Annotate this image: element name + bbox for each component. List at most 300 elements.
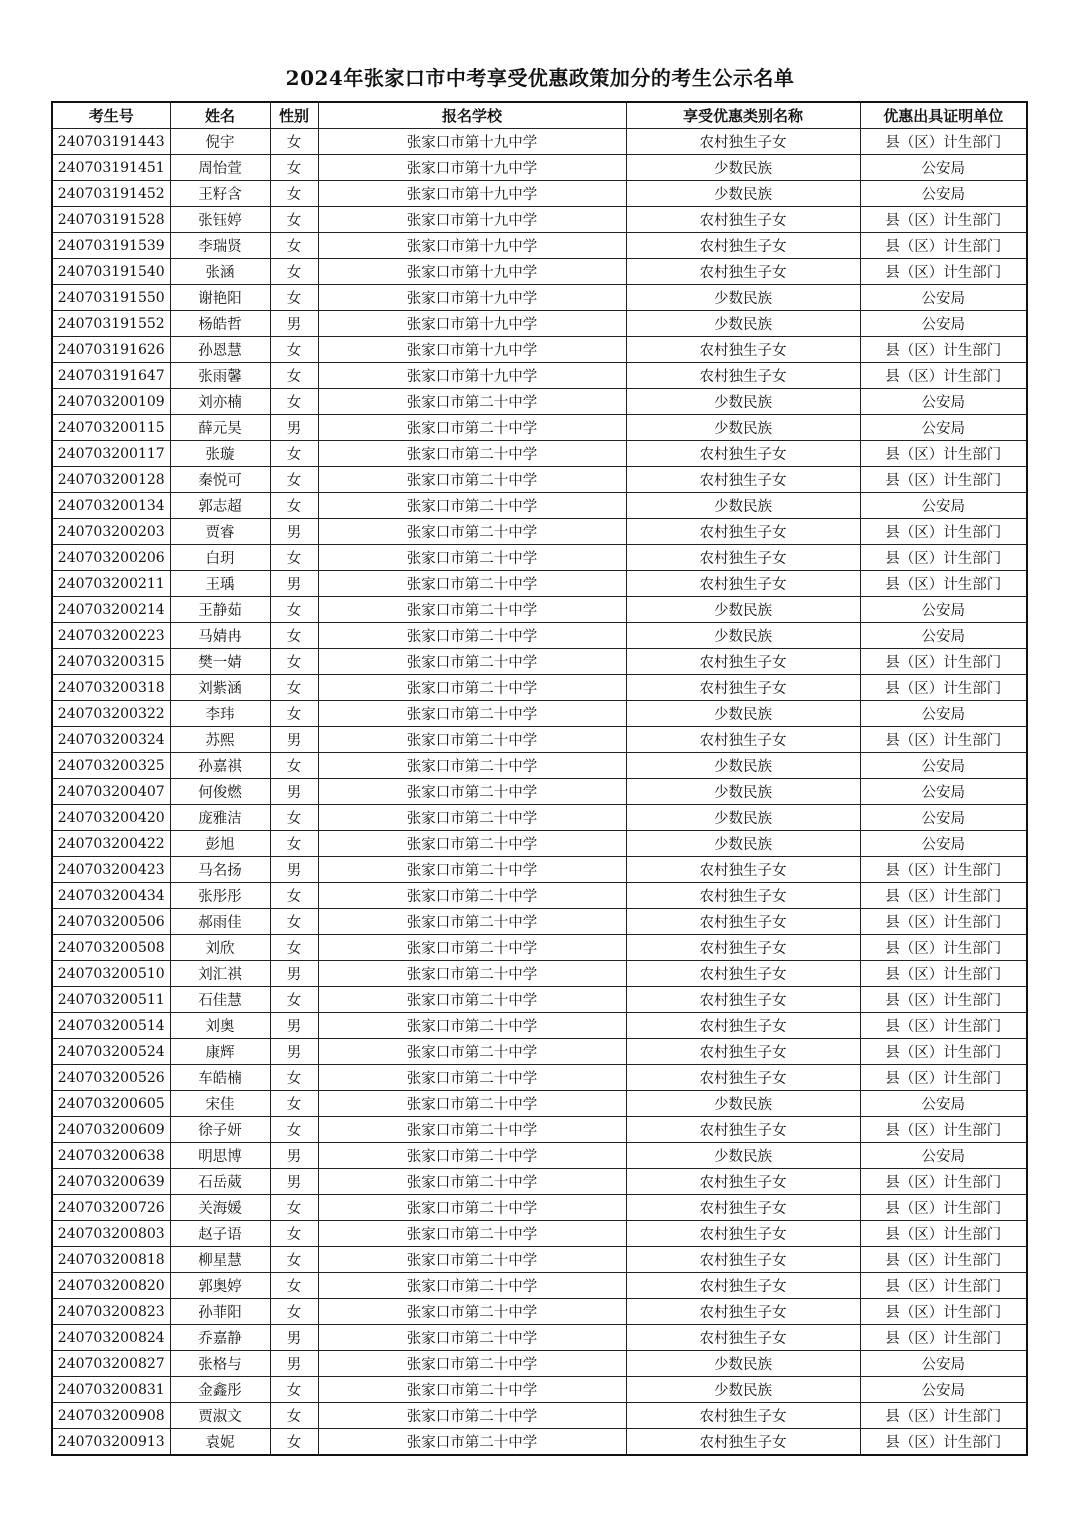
school-cell: 张家口市第二十中学: [318, 831, 626, 857]
bonus-category-cell: 少数民族: [626, 623, 860, 649]
candidate-table: [51, 101, 1028, 1456]
school-cell: 张家口市第二十中学: [318, 1273, 626, 1299]
gender-cell: 女: [270, 129, 318, 155]
gender-cell: 女: [270, 441, 318, 467]
table-row: [52, 493, 1027, 519]
table-row: [52, 181, 1027, 207]
school-cell: 张家口市第十九中学: [318, 337, 626, 363]
name-cell: 金鑫彤: [170, 1377, 270, 1403]
school-cell: 张家口市第十九中学: [318, 363, 626, 389]
school-cell: 张家口市第二十中学: [318, 935, 626, 961]
name-cell: 张彤彤: [170, 883, 270, 909]
header-exam-number: 考生号: [52, 102, 170, 129]
table-row: [52, 259, 1027, 285]
name-cell: 乔嘉静: [170, 1325, 270, 1351]
name-cell: 明思博: [170, 1143, 270, 1169]
bonus-category-cell: 少数民族: [626, 805, 860, 831]
table-row: [52, 441, 1027, 467]
bonus-category-cell: 农村独生子女: [626, 259, 860, 285]
name-cell: 张涵: [170, 259, 270, 285]
table-row: [52, 649, 1027, 675]
table-row: [52, 623, 1027, 649]
school-cell: 张家口市第二十中学: [318, 389, 626, 415]
name-cell: 周怡萱: [170, 155, 270, 181]
bonus-category-cell: 农村独生子女: [626, 883, 860, 909]
certifying-unit-cell: 县（区）计生部门: [860, 1325, 1027, 1351]
name-cell: 孙菲阳: [170, 1299, 270, 1325]
gender-cell: 女: [270, 1403, 318, 1429]
certifying-unit-cell: 县（区）计生部门: [860, 337, 1027, 363]
exam-number-cell: 240703191528: [52, 207, 170, 233]
table-row: [52, 1143, 1027, 1169]
bonus-category-cell: 农村独生子女: [626, 441, 860, 467]
name-cell: 张雨馨: [170, 363, 270, 389]
bonus-category-cell: 农村独生子女: [626, 337, 860, 363]
bonus-category-cell: 少数民族: [626, 285, 860, 311]
bonus-category-cell: 农村独生子女: [626, 519, 860, 545]
table-row: [52, 883, 1027, 909]
school-cell: 张家口市第二十中学: [318, 779, 626, 805]
bonus-category-cell: 少数民族: [626, 701, 860, 727]
gender-cell: 女: [270, 181, 318, 207]
school-cell: 张家口市第二十中学: [318, 649, 626, 675]
header-bonus-category: 享受优惠类别名称: [626, 102, 860, 129]
bonus-category-cell: 农村独生子女: [626, 233, 860, 259]
table-row: [52, 519, 1027, 545]
gender-cell: 女: [270, 1195, 318, 1221]
school-cell: 张家口市第二十中学: [318, 1429, 626, 1456]
exam-number-cell: 240703200506: [52, 909, 170, 935]
school-cell: 张家口市第二十中学: [318, 1117, 626, 1143]
exam-number-cell: 240703200325: [52, 753, 170, 779]
gender-cell: 男: [270, 779, 318, 805]
certifying-unit-cell: 县（区）计生部门: [860, 961, 1027, 987]
table-row: [52, 1429, 1027, 1456]
name-cell: 倪宇: [170, 129, 270, 155]
bonus-category-cell: 少数民族: [626, 597, 860, 623]
name-cell: 李玮: [170, 701, 270, 727]
gender-cell: 女: [270, 207, 318, 233]
bonus-category-cell: 农村独生子女: [626, 363, 860, 389]
school-cell: 张家口市第二十中学: [318, 1221, 626, 1247]
school-cell: 张家口市第二十中学: [318, 1013, 626, 1039]
name-cell: 刘汇祺: [170, 961, 270, 987]
name-cell: 宋佳: [170, 1091, 270, 1117]
table-row: [52, 831, 1027, 857]
exam-number-cell: 240703200609: [52, 1117, 170, 1143]
name-cell: 张钰婷: [170, 207, 270, 233]
certifying-unit-cell: 公安局: [860, 1351, 1027, 1377]
bonus-category-cell: 少数民族: [626, 155, 860, 181]
table-row: [52, 701, 1027, 727]
table-row: [52, 597, 1027, 623]
bonus-category-cell: 农村独生子女: [626, 571, 860, 597]
school-cell: 张家口市第十九中学: [318, 285, 626, 311]
bonus-category-cell: 少数民族: [626, 1351, 860, 1377]
school-cell: 张家口市第二十中学: [318, 623, 626, 649]
name-cell: 贾睿: [170, 519, 270, 545]
gender-cell: 女: [270, 285, 318, 311]
exam-number-cell: 240703200818: [52, 1247, 170, 1273]
certifying-unit-cell: 县（区）计生部门: [860, 1195, 1027, 1221]
certifying-unit-cell: 县（区）计生部门: [860, 363, 1027, 389]
name-cell: 王瑀: [170, 571, 270, 597]
table-row: [52, 935, 1027, 961]
exam-number-cell: 240703191647: [52, 363, 170, 389]
gender-cell: 女: [270, 467, 318, 493]
name-cell: 康辉: [170, 1039, 270, 1065]
certifying-unit-cell: 公安局: [860, 285, 1027, 311]
certifying-unit-cell: 县（区）计生部门: [860, 519, 1027, 545]
certifying-unit-cell: 县（区）计生部门: [860, 909, 1027, 935]
bonus-category-cell: 农村独生子女: [626, 1299, 860, 1325]
school-cell: 张家口市第二十中学: [318, 1299, 626, 1325]
exam-number-cell: 240703200434: [52, 883, 170, 909]
table-row: [52, 415, 1027, 441]
school-cell: 张家口市第二十中学: [318, 909, 626, 935]
bonus-category-cell: 农村独生子女: [626, 1403, 860, 1429]
gender-cell: 男: [270, 1169, 318, 1195]
exam-number-cell: 240703200115: [52, 415, 170, 441]
name-cell: 袁妮: [170, 1429, 270, 1456]
gender-cell: 男: [270, 1143, 318, 1169]
bonus-category-cell: 农村独生子女: [626, 987, 860, 1013]
gender-cell: 女: [270, 545, 318, 571]
bonus-category-cell: 少数民族: [626, 415, 860, 441]
name-cell: 张璇: [170, 441, 270, 467]
gender-cell: 女: [270, 1117, 318, 1143]
gender-cell: 男: [270, 571, 318, 597]
name-cell: 孙嘉祺: [170, 753, 270, 779]
bonus-category-cell: 农村独生子女: [626, 129, 860, 155]
name-cell: 赵子语: [170, 1221, 270, 1247]
certifying-unit-cell: 县（区）计生部门: [860, 987, 1027, 1013]
gender-cell: 女: [270, 363, 318, 389]
certifying-unit-cell: 县（区）计生部门: [860, 259, 1027, 285]
table-row: [52, 805, 1027, 831]
certifying-unit-cell: 县（区）计生部门: [860, 571, 1027, 597]
certifying-unit-cell: 县（区）计生部门: [860, 545, 1027, 571]
table-row: [52, 1039, 1027, 1065]
exam-number-cell: 240703200211: [52, 571, 170, 597]
exam-number-cell: 240703200407: [52, 779, 170, 805]
school-cell: 张家口市第二十中学: [318, 1091, 626, 1117]
certifying-unit-cell: 公安局: [860, 181, 1027, 207]
table-row: [52, 1247, 1027, 1273]
certifying-unit-cell: 公安局: [860, 753, 1027, 779]
table-row: [52, 1273, 1027, 1299]
certifying-unit-cell: 公安局: [860, 415, 1027, 441]
school-cell: 张家口市第二十中学: [318, 805, 626, 831]
certifying-unit-cell: 县（区）计生部门: [860, 1299, 1027, 1325]
gender-cell: 女: [270, 675, 318, 701]
table-row: [52, 1013, 1027, 1039]
table-row: [52, 337, 1027, 363]
school-cell: 张家口市第二十中学: [318, 701, 626, 727]
certifying-unit-cell: 县（区）计生部门: [860, 1039, 1027, 1065]
gender-cell: 女: [270, 1377, 318, 1403]
school-cell: 张家口市第十九中学: [318, 233, 626, 259]
gender-cell: 男: [270, 519, 318, 545]
school-cell: 张家口市第二十中学: [318, 1195, 626, 1221]
certifying-unit-cell: 公安局: [860, 493, 1027, 519]
school-cell: 张家口市第十九中学: [318, 155, 626, 181]
table-header-row: [52, 102, 1027, 129]
table-row: [52, 727, 1027, 753]
bonus-category-cell: 农村独生子女: [626, 1273, 860, 1299]
school-cell: 张家口市第十九中学: [318, 207, 626, 233]
name-cell: 李瑞贤: [170, 233, 270, 259]
exam-number-cell: 240703200128: [52, 467, 170, 493]
table-row: [52, 1195, 1027, 1221]
table-row: [52, 363, 1027, 389]
name-cell: 樊一婧: [170, 649, 270, 675]
certifying-unit-cell: 公安局: [860, 311, 1027, 337]
gender-cell: 女: [270, 805, 318, 831]
exam-number-cell: 240703200820: [52, 1273, 170, 1299]
name-cell: 白玥: [170, 545, 270, 571]
certifying-unit-cell: 县（区）计生部门: [860, 883, 1027, 909]
certifying-unit-cell: 县（区）计生部门: [860, 1403, 1027, 1429]
gender-cell: 女: [270, 1429, 318, 1456]
bonus-category-cell: 少数民族: [626, 1143, 860, 1169]
bonus-category-cell: 农村独生子女: [626, 1325, 860, 1351]
exam-number-cell: 240703200206: [52, 545, 170, 571]
certifying-unit-cell: 公安局: [860, 701, 1027, 727]
bonus-category-cell: 农村独生子女: [626, 1221, 860, 1247]
exam-number-cell: 240703200508: [52, 935, 170, 961]
header-certifying-unit: 优惠出具证明单位: [860, 102, 1027, 129]
table-row: [52, 857, 1027, 883]
name-cell: 王静茹: [170, 597, 270, 623]
school-cell: 张家口市第二十中学: [318, 467, 626, 493]
gender-cell: 男: [270, 1351, 318, 1377]
exam-number-cell: 240703200605: [52, 1091, 170, 1117]
certifying-unit-cell: 县（区）计生部门: [860, 1065, 1027, 1091]
school-cell: 张家口市第二十中学: [318, 1377, 626, 1403]
name-cell: 徐子妍: [170, 1117, 270, 1143]
bonus-category-cell: 农村独生子女: [626, 467, 860, 493]
exam-number-cell: 240703200324: [52, 727, 170, 753]
certifying-unit-cell: 县（区）计生部门: [860, 441, 1027, 467]
exam-number-cell: 240703200117: [52, 441, 170, 467]
gender-cell: 女: [270, 259, 318, 285]
exam-number-cell: 240703200638: [52, 1143, 170, 1169]
name-cell: 何俊燃: [170, 779, 270, 805]
exam-number-cell: 240703200726: [52, 1195, 170, 1221]
name-cell: 郭志超: [170, 493, 270, 519]
certifying-unit-cell: 县（区）计生部门: [860, 1247, 1027, 1273]
table-row: [52, 1299, 1027, 1325]
certifying-unit-cell: 县（区）计生部门: [860, 207, 1027, 233]
gender-cell: 女: [270, 493, 318, 519]
exam-number-cell: 240703191443: [52, 129, 170, 155]
table-row: [52, 1169, 1027, 1195]
table-row: [52, 207, 1027, 233]
gender-cell: 女: [270, 597, 318, 623]
bonus-category-cell: 农村独生子女: [626, 1429, 860, 1456]
name-cell: 王籽含: [170, 181, 270, 207]
table-row: [52, 1065, 1027, 1091]
header-school: 报名学校: [318, 102, 626, 129]
bonus-category-cell: 农村独生子女: [626, 961, 860, 987]
page-title: 2024年张家口市中考享受优惠政策加分的考生公示名单: [285, 66, 795, 90]
gender-cell: 男: [270, 727, 318, 753]
bonus-category-cell: 农村独生子女: [626, 1247, 860, 1273]
name-cell: 关海媛: [170, 1195, 270, 1221]
school-cell: 张家口市第十九中学: [318, 181, 626, 207]
school-cell: 张家口市第二十中学: [318, 987, 626, 1013]
certifying-unit-cell: 县（区）计生部门: [860, 467, 1027, 493]
exam-number-cell: 240703200639: [52, 1169, 170, 1195]
table-row: [52, 545, 1027, 571]
school-cell: 张家口市第二十中学: [318, 441, 626, 467]
name-cell: 石岳葳: [170, 1169, 270, 1195]
table-row: [52, 233, 1027, 259]
gender-cell: 女: [270, 1065, 318, 1091]
exam-number-cell: 240703200315: [52, 649, 170, 675]
table-row: [52, 1403, 1027, 1429]
exam-number-cell: 240703200318: [52, 675, 170, 701]
bonus-category-cell: 少数民族: [626, 753, 860, 779]
gender-cell: 女: [270, 701, 318, 727]
gender-cell: 女: [270, 337, 318, 363]
table-row: [52, 1351, 1027, 1377]
exam-number-cell: 240703200908: [52, 1403, 170, 1429]
exam-number-cell: 240703200524: [52, 1039, 170, 1065]
gender-cell: 男: [270, 1039, 318, 1065]
school-cell: 张家口市第二十中学: [318, 519, 626, 545]
certifying-unit-cell: 县（区）计生部门: [860, 1221, 1027, 1247]
bonus-category-cell: 农村独生子女: [626, 935, 860, 961]
table-row: [52, 1377, 1027, 1403]
name-cell: 马名扬: [170, 857, 270, 883]
exam-number-cell: 240703200423: [52, 857, 170, 883]
name-cell: 张格与: [170, 1351, 270, 1377]
bonus-category-cell: 少数民族: [626, 1377, 860, 1403]
gender-cell: 女: [270, 649, 318, 675]
name-cell: 庞雅洁: [170, 805, 270, 831]
header-gender: 性别: [270, 102, 318, 129]
table-row: [52, 1117, 1027, 1143]
table-row: [52, 1325, 1027, 1351]
exam-number-cell: 240703200824: [52, 1325, 170, 1351]
name-cell: 孙恩慧: [170, 337, 270, 363]
exam-number-cell: 240703200223: [52, 623, 170, 649]
certifying-unit-cell: 公安局: [860, 389, 1027, 415]
certifying-unit-cell: 公安局: [860, 1377, 1027, 1403]
school-cell: 张家口市第二十中学: [318, 1325, 626, 1351]
school-cell: 张家口市第二十中学: [318, 857, 626, 883]
exam-number-cell: 240703200510: [52, 961, 170, 987]
school-cell: 张家口市第二十中学: [318, 1039, 626, 1065]
exam-number-cell: 240703200203: [52, 519, 170, 545]
school-cell: 张家口市第二十中学: [318, 415, 626, 441]
school-cell: 张家口市第十九中学: [318, 129, 626, 155]
certifying-unit-cell: 公安局: [860, 155, 1027, 181]
exam-number-cell: 240703200526: [52, 1065, 170, 1091]
table-row: [52, 389, 1027, 415]
gender-cell: 女: [270, 883, 318, 909]
exam-number-cell: 240703191540: [52, 259, 170, 285]
name-cell: 郝雨佳: [170, 909, 270, 935]
name-cell: 刘欣: [170, 935, 270, 961]
gender-cell: 男: [270, 961, 318, 987]
gender-cell: 女: [270, 1247, 318, 1273]
certifying-unit-cell: 公安局: [860, 831, 1027, 857]
name-cell: 车皓楠: [170, 1065, 270, 1091]
school-cell: 张家口市第十九中学: [318, 311, 626, 337]
gender-cell: 女: [270, 623, 318, 649]
table-row: [52, 909, 1027, 935]
exam-number-cell: 240703200827: [52, 1351, 170, 1377]
school-cell: 张家口市第二十中学: [318, 753, 626, 779]
bonus-category-cell: 农村独生子女: [626, 1117, 860, 1143]
bonus-category-cell: 少数民族: [626, 779, 860, 805]
gender-cell: 女: [270, 831, 318, 857]
name-cell: 彭旭: [170, 831, 270, 857]
bonus-category-cell: 农村独生子女: [626, 1195, 860, 1221]
gender-cell: 女: [270, 1299, 318, 1325]
exam-number-cell: 240703191552: [52, 311, 170, 337]
exam-number-cell: 240703200422: [52, 831, 170, 857]
school-cell: 张家口市第二十中学: [318, 1143, 626, 1169]
gender-cell: 女: [270, 1221, 318, 1247]
bonus-category-cell: 农村独生子女: [626, 675, 860, 701]
name-cell: 贾淑文: [170, 1403, 270, 1429]
exam-number-cell: 240703200420: [52, 805, 170, 831]
name-cell: 石佳慧: [170, 987, 270, 1013]
exam-number-cell: 240703191550: [52, 285, 170, 311]
exam-number-cell: 240703191452: [52, 181, 170, 207]
school-cell: 张家口市第二十中学: [318, 675, 626, 701]
bonus-category-cell: 少数民族: [626, 831, 860, 857]
school-cell: 张家口市第二十中学: [318, 1169, 626, 1195]
school-cell: 张家口市第二十中学: [318, 597, 626, 623]
table-row: [52, 311, 1027, 337]
bonus-category-cell: 农村独生子女: [626, 1013, 860, 1039]
certifying-unit-cell: 县（区）计生部门: [860, 727, 1027, 753]
bonus-category-cell: 农村独生子女: [626, 207, 860, 233]
exam-number-cell: 240703200214: [52, 597, 170, 623]
certifying-unit-cell: 县（区）计生部门: [860, 1013, 1027, 1039]
certifying-unit-cell: 公安局: [860, 779, 1027, 805]
name-cell: 刘紫涵: [170, 675, 270, 701]
gender-cell: 女: [270, 987, 318, 1013]
school-cell: 张家口市第二十中学: [318, 961, 626, 987]
exam-number-cell: 240703200511: [52, 987, 170, 1013]
school-cell: 张家口市第二十中学: [318, 493, 626, 519]
gender-cell: 女: [270, 753, 318, 779]
table-row: [52, 1091, 1027, 1117]
bonus-category-cell: 少数民族: [626, 181, 860, 207]
table-row: [52, 961, 1027, 987]
gender-cell: 女: [270, 389, 318, 415]
table-row: [52, 1221, 1027, 1247]
bonus-category-cell: 农村独生子女: [626, 1039, 860, 1065]
table-row: [52, 571, 1027, 597]
bonus-category-cell: 农村独生子女: [626, 909, 860, 935]
certifying-unit-cell: 县（区）计生部门: [860, 649, 1027, 675]
table-row: [52, 129, 1027, 155]
bonus-category-cell: 农村独生子女: [626, 545, 860, 571]
school-cell: 张家口市第二十中学: [318, 727, 626, 753]
certifying-unit-cell: 公安局: [860, 1091, 1027, 1117]
exam-number-cell: 240703191626: [52, 337, 170, 363]
bonus-category-cell: 少数民族: [626, 493, 860, 519]
bonus-category-cell: 少数民族: [626, 1091, 860, 1117]
gender-cell: 女: [270, 935, 318, 961]
